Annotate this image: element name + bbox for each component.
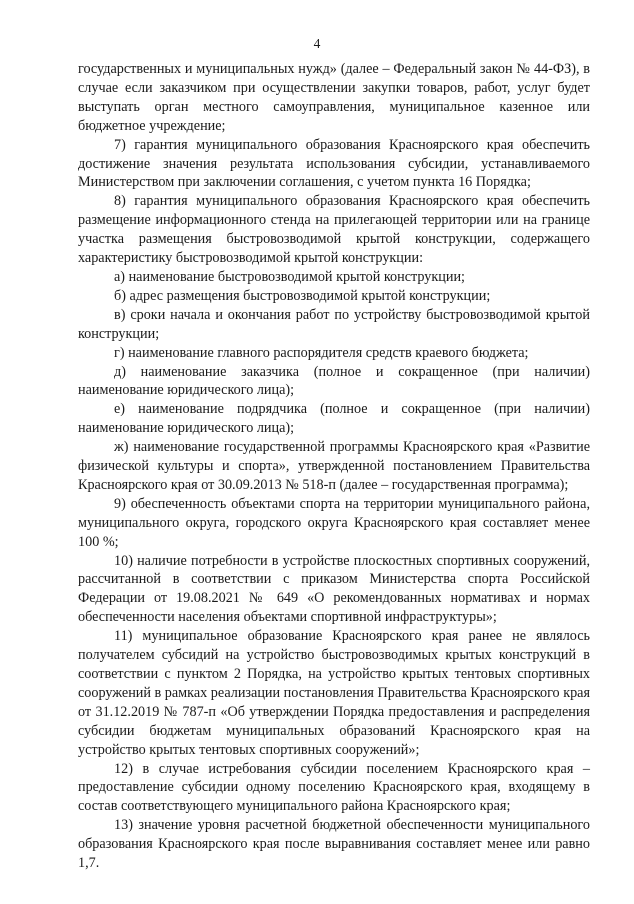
- paragraph-item-8: 8) гарантия муниципального образования Красноярского края обеспечить размещение информационного стенда на прилегающей территории или на границе участка размещения быстровозводимой крытой конструкции, содержащего характеристику быстровозводимой крытой конструкции:: [78, 193, 590, 267]
- paragraph-subitem-g: г) наименование главного распорядителя средств краевого бюджета;: [114, 344, 529, 361]
- paragraph-subitem-d: д) наименование заказчика (полное и сокращенное (при наличии) наименование юридического лица);: [78, 363, 590, 399]
- paragraph-subitem-zh: ж) наименование государственной программы Красноярского края «Развитие физической культуры и спорта», утвержденной постановлением Правительства Красноярского края от 30.09.2013 № 518-п (далее – государственная программа);: [78, 439, 590, 493]
- paragraph-item-7: 7) гарантия муниципального образования Красноярского края обеспечить достижение значения результата использования субсидии, устанавливаемого Министерством при заключении соглашения, с учетом пункта 16 Порядка;: [78, 136, 590, 191]
- paragraph-subitem-e: е) наименование подрядчика (полное и сокращенное (при наличии) наименование юридического лица);: [78, 401, 590, 437]
- paragraph-subitem-a: а) наименование быстровозводимой крытой конструкции;: [114, 268, 465, 285]
- paragraph-subitem-v: в) сроки начала и окончания работ по устройству быстровозводимой крытой конструкции;: [78, 306, 590, 342]
- paragraph-item-11: 11) муниципальное образование Красноярского края ранее не являлось получателем субсидий на устройство быстровозводимых крытых конструкций в соответствии с пунктом 2 Порядка, на устройство крытых тентовых спортивных сооружений в рамках реализации постановления Правительства Красноярского края от 31.12.2019 № 787-п «Об утверждении Порядка предоставления и распределения субсидии бюджетам муниципальных образований Красноярского края на устройство крытых тентовых спортивных сооружений»;: [78, 628, 590, 758]
- paragraph-continuation: государственных и муниципальных нужд» (далее – Федеральный закон № 44-ФЗ), в случае если заказчиком при осуществлении закупки товаров, работ, услуг будет выступать орган местного самоуправления, муниципальное казенное или бюджетное учреждение;: [78, 61, 590, 134]
- page-number: 4: [313, 36, 321, 51]
- paragraph-item-13: 13) значение уровня расчетной бюджетной обеспеченности муниципального образования Красноярского края после выравнивания составляет менее или равно 1,7.: [78, 817, 590, 872]
- paragraph-item-9: 9) обеспеченность объектами спорта на территории муниципального района, муниципального округа, городского округа Красноярского края составляет менее 100 %;: [78, 495, 590, 550]
- document-body: [78, 60, 590, 873]
- paragraph-subitem-b: б) адрес размещения быстровозводимой крытой конструкции;: [114, 287, 491, 304]
- paragraph-item-12: 12) в случае истребования субсидии поселением Красноярского края – предоставление субсидии одному поселению Красноярского края, входящему в состав соответствующего муниципального района Красноярского края;: [78, 760, 590, 815]
- paragraph-item-10: 10) наличие потребности в устройстве плоскостных спортивных сооружений, рассчитанной в соответствии с приказом Министерства спорта Российской Федерации от 19.08.2021 № 649 «О рекомендованных нормативах и нормах обеспеченности населения объектами спортивной инфраструктуры»;: [78, 552, 590, 626]
